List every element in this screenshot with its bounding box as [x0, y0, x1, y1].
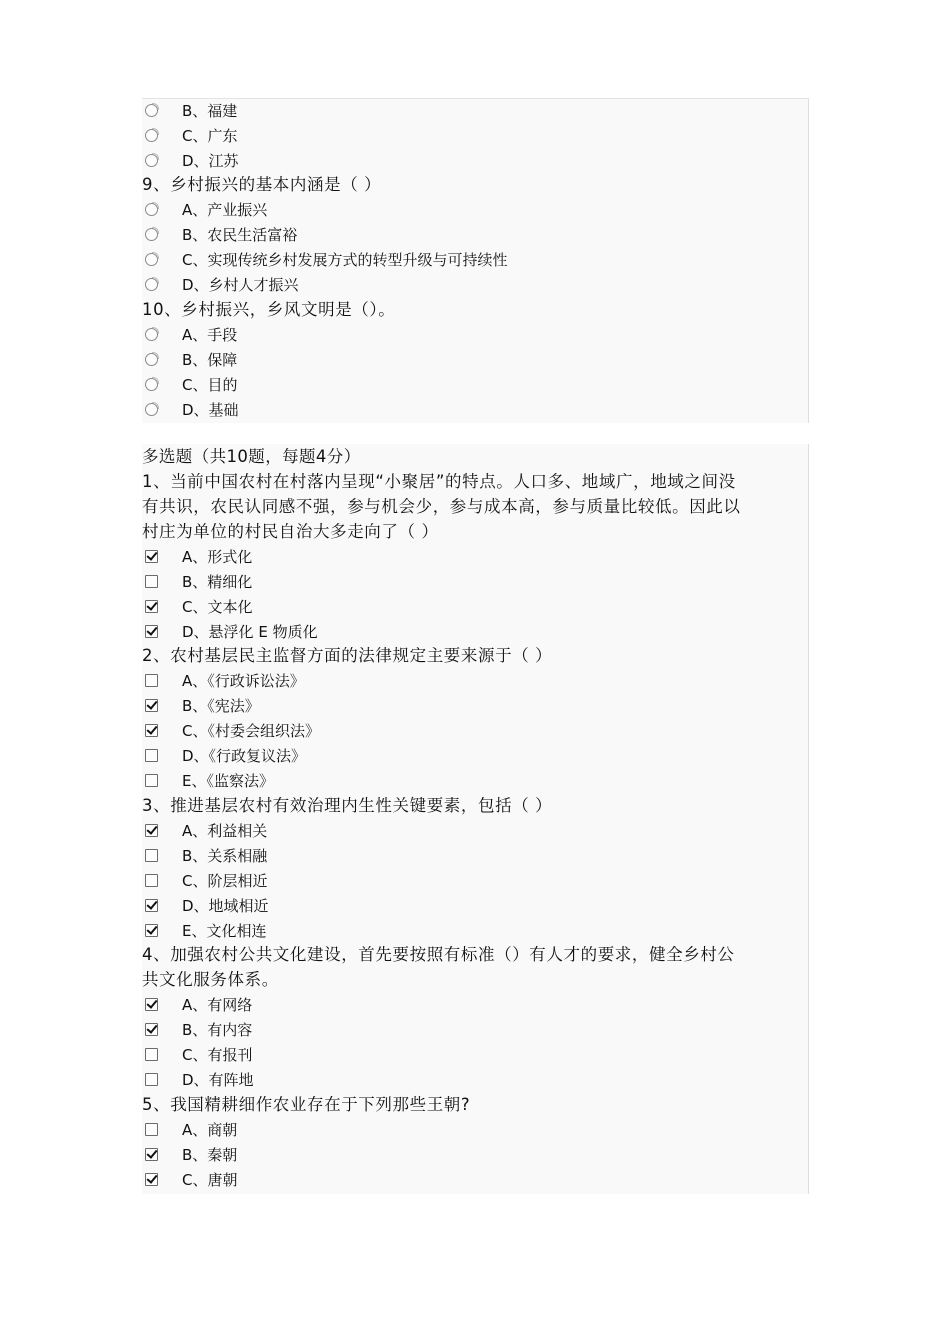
option-label: A、形式化	[182, 548, 253, 566]
checkbox[interactable]	[145, 824, 158, 837]
option-label: D、江苏	[182, 152, 239, 170]
option-label: D、基础	[182, 401, 239, 419]
question-text: 2、农村基层民主监督方面的法律规定主要来源于（ ）	[142, 646, 553, 665]
option-label: A、《行政诉讼法》	[182, 672, 305, 690]
option-label: B、精细化	[182, 573, 253, 591]
option-label: C、实现传统乡村发展方式的转型升级与可持续性	[182, 251, 508, 269]
option-label: C、有报刊	[182, 1046, 253, 1064]
checkbox[interactable]	[145, 899, 158, 912]
checkbox[interactable]	[145, 874, 158, 887]
option-label: B、秦朝	[182, 1146, 238, 1164]
checkbox[interactable]	[145, 724, 158, 737]
radio-button[interactable]	[145, 104, 158, 117]
radio-button[interactable]	[145, 154, 158, 167]
checkbox[interactable]	[145, 699, 158, 712]
option-label: B、福建	[182, 102, 238, 120]
option-label: D、《行政复议法》	[182, 747, 307, 765]
question-text: 共文化服务体系。	[142, 970, 279, 989]
option-label: C、阶层相近	[182, 872, 268, 890]
checkbox[interactable]	[145, 749, 158, 762]
radio-button[interactable]	[145, 129, 158, 142]
option-label: B、关系相融	[182, 847, 268, 865]
option-label: A、产业振兴	[182, 201, 268, 219]
question-text: 村庄为单位的村民自治大多走向了（ ）	[142, 522, 439, 541]
checkbox[interactable]	[145, 1173, 158, 1186]
option-label: B、农民生活富裕	[182, 226, 298, 244]
option-label: B、有内容	[182, 1021, 253, 1039]
checkbox[interactable]	[145, 600, 158, 613]
option-label: D、乡村人才振兴	[182, 276, 299, 294]
radio-button[interactable]	[145, 403, 158, 416]
question-text: 10、乡村振兴，乡风文明是（）。	[142, 300, 396, 319]
checkbox[interactable]	[145, 1048, 158, 1061]
checkbox[interactable]	[145, 1148, 158, 1161]
option-label: A、商朝	[182, 1121, 238, 1139]
radio-button[interactable]	[145, 203, 158, 216]
radio-button[interactable]	[145, 378, 158, 391]
checkbox[interactable]	[145, 1123, 158, 1136]
checkbox[interactable]	[145, 1023, 158, 1036]
checkbox[interactable]	[145, 625, 158, 638]
option-label: C、《村委会组织法》	[182, 722, 320, 740]
question-text: 9、乡村振兴的基本内涵是（ ）	[142, 175, 382, 194]
option-label: A、利益相关	[182, 822, 268, 840]
option-label: C、目的	[182, 376, 238, 394]
option-label: C、广东	[182, 127, 238, 145]
checkbox[interactable]	[145, 998, 158, 1011]
question-text: 3、推进基层农村有效治理内生性关键要素，包括（ ）	[142, 796, 553, 815]
question-text: 有共识，农民认同感不强，参与机会少，参与成本高，参与质量比较低。因此以	[142, 497, 741, 516]
checkbox[interactable]	[145, 1073, 158, 1086]
checkbox[interactable]	[145, 575, 158, 588]
checkbox[interactable]	[145, 674, 158, 687]
option-label: E、文化相连	[182, 922, 267, 940]
option-label: C、唐朝	[182, 1171, 238, 1189]
option-label: B、《宪法》	[182, 697, 260, 715]
option-label: C、文本化	[182, 598, 253, 616]
radio-button[interactable]	[145, 278, 158, 291]
option-label: B、保障	[182, 351, 238, 369]
checkbox[interactable]	[145, 550, 158, 563]
option-label: D、悬浮化 E 物质化	[182, 623, 318, 641]
question-text: 1、当前中国农村在村落内呈现“小聚居”的特点。人口多、地域广，地域之间没	[142, 472, 736, 491]
radio-button[interactable]	[145, 228, 158, 241]
checkbox[interactable]	[145, 849, 158, 862]
question-text: 4、加强农村公共文化建设，首先要按照有标准（）有人才的要求，健全乡村公	[142, 945, 735, 964]
checkbox[interactable]	[145, 774, 158, 787]
radio-button[interactable]	[145, 253, 158, 266]
option-label: E、《监察法》	[182, 772, 274, 790]
radio-button[interactable]	[145, 328, 158, 341]
option-label: A、手段	[182, 326, 238, 344]
option-label: D、有阵地	[182, 1071, 254, 1089]
option-label: D、地域相近	[182, 897, 269, 915]
question-text: 5、我国精耕细作农业存在于下列那些王朝?	[142, 1095, 471, 1114]
option-label: A、有网络	[182, 996, 253, 1014]
section-heading: 多选题（共10题，每题4分）	[142, 447, 361, 466]
checkbox[interactable]	[145, 924, 158, 937]
radio-button[interactable]	[145, 353, 158, 366]
